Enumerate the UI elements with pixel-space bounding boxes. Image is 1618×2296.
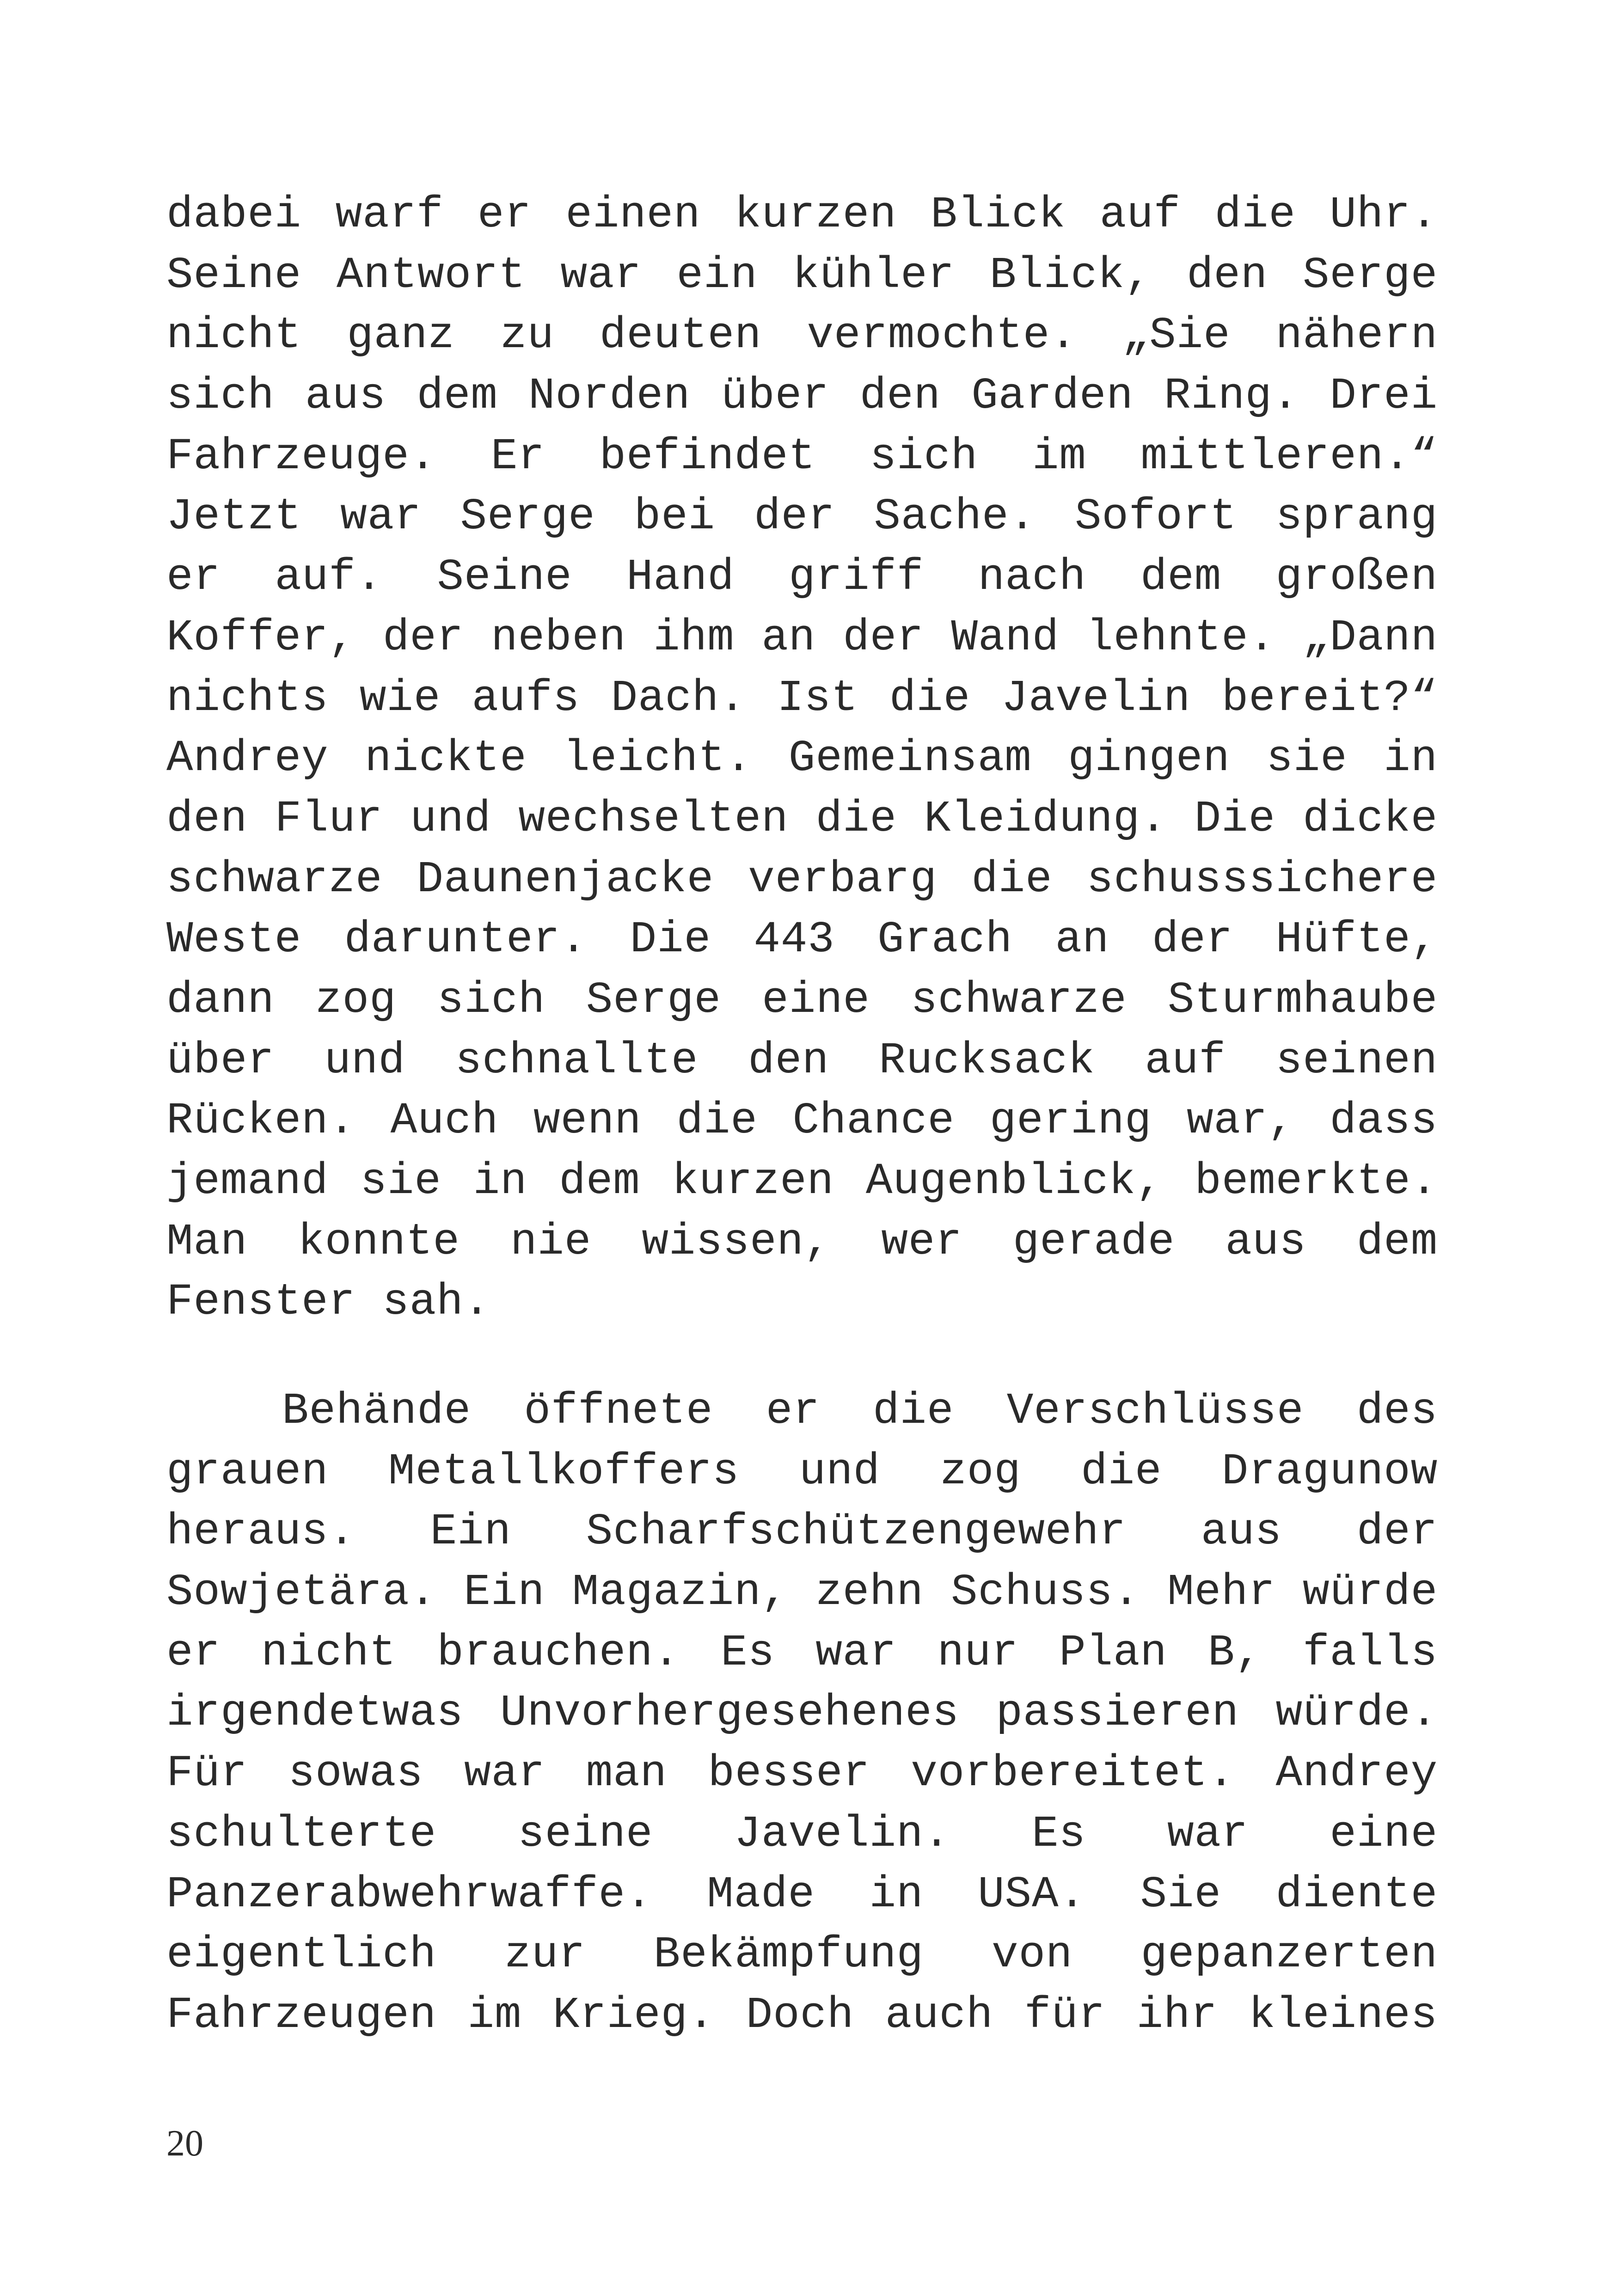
- text-line: dann zog sich Serge eine schwarze Sturmhaube: [166, 974, 1438, 1025]
- paragraph-2: [166, 1381, 1438, 2046]
- text-line: er auf. Seine Hand griff nach dem großen: [166, 552, 1438, 603]
- text-line: Rücken. Auch wenn die Chance gering war, dass: [166, 1096, 1438, 1146]
- text-line: heraus. Ein Scharfschützengewehr aus der: [166, 1506, 1438, 1557]
- text-line: irgendetwas Unvorhergesehenes passieren würde.: [166, 1688, 1438, 1739]
- text-line: Sowjetära. Ein Magazin, zehn Schuss. Mehr würde: [166, 1567, 1438, 1618]
- text-line: den Flur und wechselten die Kleidung. Die dicke: [166, 793, 1438, 844]
- text-line: schwarze Daunenjacke verbarg die schusssichere: [166, 854, 1438, 905]
- text-line: sich aus dem Norden über den Garden Ring. Drei: [166, 371, 1438, 422]
- text-line: Für sowas war man besser vorbereitet. Andrey: [166, 1748, 1438, 1799]
- text-line: Panzerabwehrwaffe. Made in USA. Sie diente: [166, 1869, 1438, 1920]
- text-line: Andrey nickte leicht. Gemeinsam gingen sie in: [166, 733, 1438, 784]
- text-line: nicht ganz zu deuten vermochte. „Sie nähern: [166, 310, 1438, 361]
- text-line: grauen Metallkoffers und zog die Dragunow: [166, 1446, 1438, 1497]
- text-line: über und schnallte den Rucksack auf seinen: [166, 1035, 1438, 1086]
- text-line: Seine Antwort war ein kühler Blick, den Serge: [166, 250, 1438, 300]
- text-line: Fahrzeugen im Krieg. Doch auch für ihr kleines: [166, 1990, 1438, 2040]
- text-line: er nicht brauchen. Es war nur Plan B, falls: [166, 1627, 1438, 1678]
- text-line: Weste darunter. Die 443 Grach an der Hüfte,: [166, 914, 1438, 965]
- text-line: eigentlich zur Bekämpfung von gepanzerten: [166, 1929, 1438, 1980]
- text-line: Jetzt war Serge bei der Sache. Sofort sprang: [166, 491, 1438, 542]
- text-line: Fenster sah.: [166, 1277, 490, 1328]
- paragraph-1: [166, 185, 1438, 1333]
- page-number: 20: [166, 2123, 203, 2164]
- text-line: Koffer, der neben ihm an der Wand lehnte. „Dann: [166, 612, 1438, 663]
- text-line: jemand sie in dem kurzen Augenblick, bemerkte.: [166, 1156, 1438, 1206]
- text-line: dabei warf er einen kurzen Blick auf die Uhr.: [166, 190, 1438, 240]
- text-line: Man konnte nie wissen, wer gerade aus dem: [166, 1216, 1438, 1267]
- text-line: Behände öffnete er die Verschlüsse des: [282, 1386, 1438, 1436]
- text-line: nichts wie aufs Dach. Ist die Javelin bereit?“: [166, 673, 1438, 723]
- text-line: Fahrzeuge. Er befindet sich im mittleren.“: [166, 431, 1438, 482]
- text-line: schulterte seine Javelin. Es war eine: [166, 1808, 1438, 1859]
